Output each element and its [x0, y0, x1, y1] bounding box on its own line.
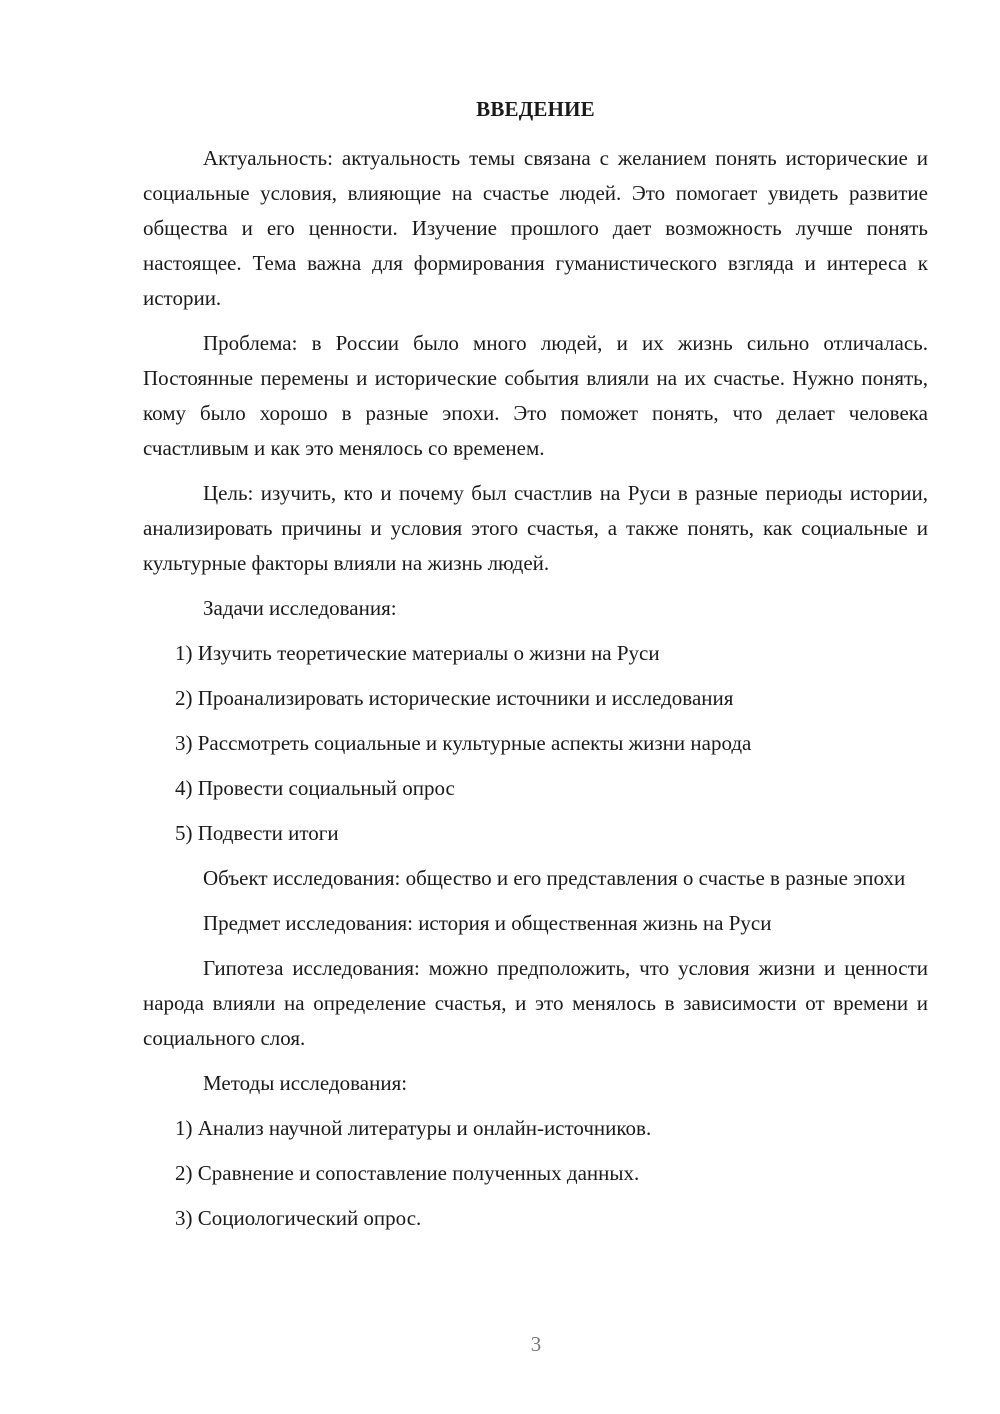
document-page	[143, 92, 928, 1246]
relevance-paragraph: Актуальность: актуальность темы связана с желанием понять исторические и социальные условия, влияющие на счастье людей. Это помогает увидеть развитие общества и его ценности. Изучение прошлого дает возможность лучше понять настоящее. Тема важна для формирования гуманистического взгляда и интереса к истории.	[143, 146, 928, 310]
section-title: ВВЕДЕНИЕ	[476, 97, 595, 121]
methods-list	[143, 1111, 928, 1236]
tasks-list	[143, 636, 928, 851]
goal-paragraph: Цель: изучить, кто и почему был счастлив на Руси в разные периоды истории, анализировать причины и условия этого счастья, а также понять, как социальные и культурные факторы влияли на жизнь людей.	[143, 481, 928, 575]
methods-label: Методы исследования:	[203, 1071, 408, 1095]
page-number: 3	[530, 1332, 542, 1356]
object-paragraph: Объект исследования: общество и его представления о счастье в разные эпохи	[203, 866, 906, 890]
hypothesis-paragraph: Гипотеза исследования: можно предположить, что условия жизни и ценности народа влияли на определение счастья, и это менялось в зависимости от времени и социального слоя.	[143, 956, 928, 1050]
list-item: 4) Провести социальный опрос	[175, 776, 455, 800]
list-item: 5) Подвести итоги	[175, 821, 339, 845]
list-item: 3) Рассмотреть социальные и культурные аспекты жизни народа	[175, 731, 752, 755]
subject-paragraph: Предмет исследования: история и общественная жизнь на Руси	[203, 911, 772, 935]
list-item: 2) Сравнение и сопоставление полученных данных.	[175, 1161, 640, 1185]
list-item: 2) Проанализировать исторические источники и исследования	[175, 686, 734, 710]
list-item: 1) Анализ научной литературы и онлайн-источников.	[175, 1116, 652, 1140]
tasks-label: Задачи исследования:	[203, 596, 397, 620]
problem-paragraph: Проблема: в России было много людей, и их жизнь сильно отличалась. Постоянные перемены и исторические события влияли на их счастье. Нужно понять, кому было хорошо в разные эпохи. Это поможет понять, что делает человека счастливым и как это менялось со временем.	[143, 331, 928, 460]
list-item: 1) Изучить теоретические материалы о жизни на Руси	[175, 641, 660, 665]
list-item: 3) Социологический опрос.	[175, 1206, 422, 1230]
